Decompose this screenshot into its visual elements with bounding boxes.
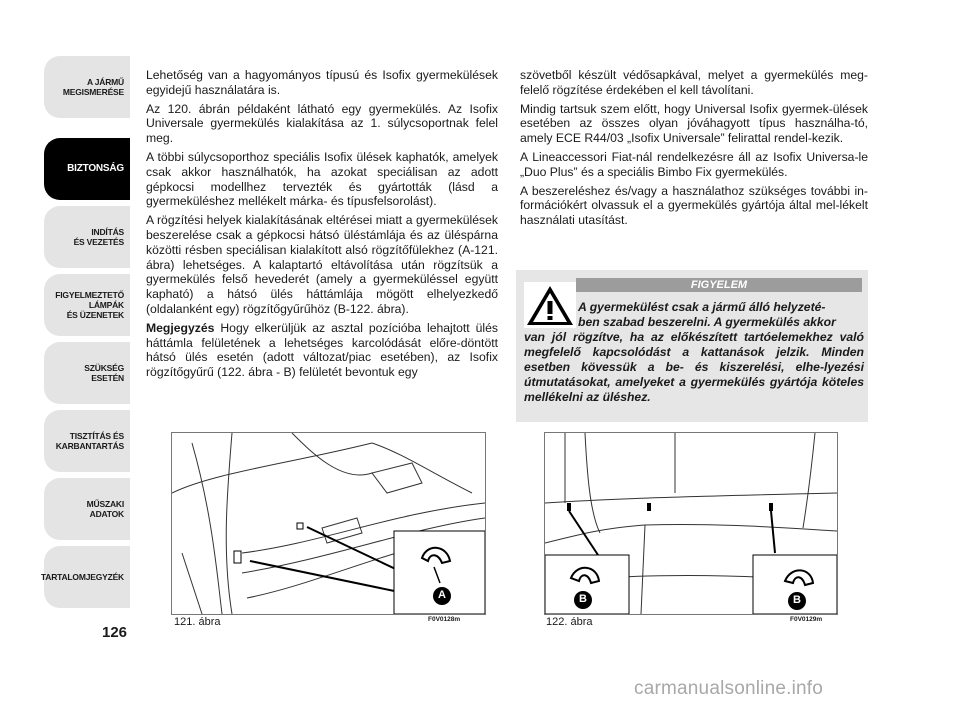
figure-121: [171, 432, 486, 615]
paragraph: Lehetőség van a hagyományos típusú és Isofix gyermekülések egyidejű használatára is.: [146, 68, 498, 97]
figure-code: F0V0128m: [428, 616, 461, 623]
warning-line: A gyermekülést csak a jármű álló helyzeté-: [578, 300, 826, 314]
note-paragraph: [146, 321, 498, 380]
paragraph: A többi súlycsoporthoz speciális Isofix ülések kaphatók, amelyek csak akkor használhatók, ha azokat speciálisan az adott gépkocsi modellhez tervezték és gyártották (lásd a gyermeküléshez mellékelt márka- és típusfelsorolást).: [146, 149, 498, 209]
tab-label: BIZTONSÁG: [67, 163, 124, 174]
paragraph: A beszereléshez és/vagy a használathoz szükséges további in-formációkért olvassuk el a gyermekülés gyártója által mel-lékelt használati utasítást.: [520, 183, 868, 228]
tether-ring-illustration: [545, 433, 837, 614]
paragraph: A rögzítési helyek kialakításának eltérései miatt a gyermekülések beszerelése csak a gépkocsi hátsó üléstámlája és az üléspárna közötti résben speciálisan kialakított alsó rögzítőfülekhez (A-121. ábra) lehetséges. A kalaptartó eltávolítása után rögzítsük a gyermekülés felső hevederét (amely a gyermeküléssel együtt kapható) a hátsó ülés háttámlája mögött elhelyezkedő (oldalanként egy) rögzítőgyűrűhöz (B-122. ábra).: [146, 213, 498, 316]
tab-emergency[interactable]: [44, 342, 130, 404]
note-label: Megjegyzés: [146, 320, 215, 335]
tab-label: A JÁRMŰ MEGISMERÉSE: [62, 77, 124, 97]
warning-body: van jól rögzítve, ha az előkészített tartóelemekhez való megfelelő kapcsolódást a kattanások jelzik. Minden esetben kövessük a be- és kiszerelési, elhe-lyezési útmutatásokat, amelyeket a gyermekülés gyártója köteles mellékelni az üléshez.: [524, 330, 864, 404]
right-text-column: [520, 68, 868, 232]
tab-warning-lights[interactable]: [44, 274, 130, 336]
callout-label: B: [793, 594, 801, 606]
tab-label: FIGYELMEZTETŐ LÁMPÁK ÉS ÜZENETEK: [55, 290, 124, 320]
paragraph: Mindig tartsuk szem előtt, hogy Universal Isofix gyermek-ülések esetében az összes olyan jóváhagyott típus használha-tó, amely ECE R44/03 „Isofix Universale” felirattal rendel-kezik.: [520, 101, 868, 146]
tab-starting-driving[interactable]: [44, 206, 130, 268]
paragraph: A Lineaccessori Fiat-nál rendelkezésre áll az Isofix Universa-le „Duo Plus” és a speciális Bimbo Fix gyermekülés.: [520, 149, 868, 179]
page-number: 126: [102, 624, 128, 641]
left-text-column: [146, 68, 498, 384]
isofix-anchor-illustration: [172, 433, 485, 614]
callout-label: A: [438, 589, 446, 601]
figure-caption: 121. ábra: [174, 616, 221, 628]
tab-maintenance[interactable]: [44, 410, 130, 472]
tab-safety[interactable]: [44, 138, 130, 200]
note-text: Hogy elkerüljük az asztal pozícióba lehajtott ülés háttámla felületének a lehetséges karcolódását előre-döntött hátsó ülés esetén (adott változat/piac esetében), az Isofix rögzítőgyűrű (122. ábra - B) felületét bevontuk egy: [146, 320, 498, 380]
paragraph: szövetből készült védősapkával, melyet a gyermekülés meg-felelő rögzítése érdekében el kell távolítani.: [520, 68, 868, 97]
tab-label: MŰSZAKI ADATOK: [86, 499, 124, 519]
callout-label: B: [579, 593, 587, 605]
watermark: carmanualsonline.info: [634, 678, 824, 699]
figure-caption: 122. ábra: [546, 616, 593, 628]
tab-label: INDÍTÁS ÉS VEZETÉS: [73, 227, 124, 247]
tab-label: SZÜKSÉG ESETÉN: [84, 363, 124, 383]
tab-label: TARTALOMJEGYZÉK: [40, 572, 124, 582]
warning-text: [524, 300, 864, 405]
figure-122: [544, 432, 838, 615]
tab-technical-data[interactable]: [44, 478, 130, 540]
figure-code: F0V0129m: [790, 616, 823, 623]
warning-box: [516, 270, 868, 422]
tab-vehicle-intro[interactable]: [44, 56, 130, 118]
tab-index[interactable]: [40, 546, 130, 608]
tab-label: TISZTÍTÁS ÉS KARBANTARTÁS: [55, 431, 124, 451]
warning-title: FIGYELEM: [576, 278, 862, 292]
paragraph: Az 120. ábrán példaként látható egy gyermekülés. Az Isofix Universale gyermekülés kialakítása az 1. súlycsoportnak felel meg.: [146, 101, 498, 146]
warning-line: ben szabad beszerelni. A gyermekülés akkor: [578, 315, 836, 329]
